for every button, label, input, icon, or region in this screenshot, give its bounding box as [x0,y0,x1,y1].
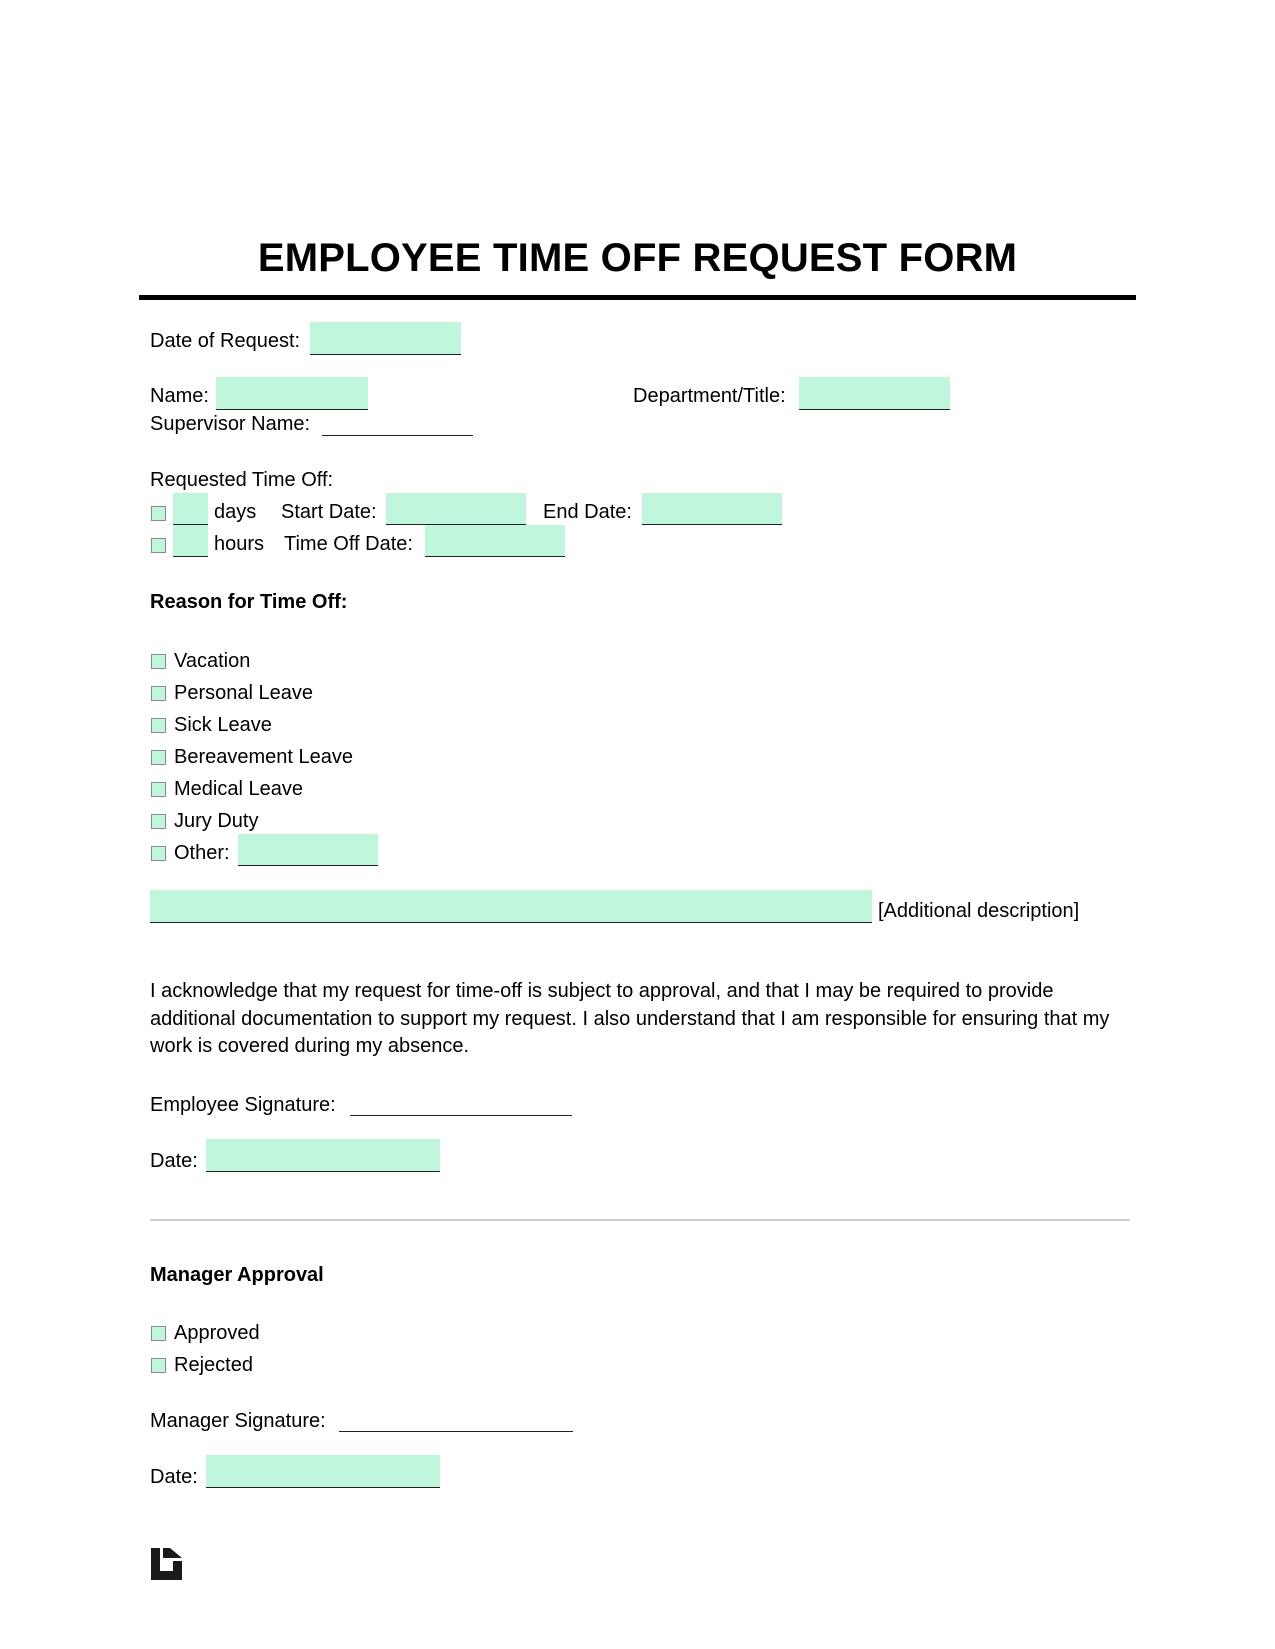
document-logo-icon [151,1548,182,1580]
department-field[interactable] [799,377,950,410]
employee-signature-line[interactable] [350,1115,572,1116]
requested-time-off-label: Requested Time Off: [150,469,334,491]
personal-leave-label: Personal Leave [174,682,313,704]
acknowledgement-paragraph: I acknowledge that my request for time-off is subject to approval, and that I may be required to provide additional documentation to support my request. I also understand that I am responsible for ensuring that my work is covered during my absence. [150,980,1110,1057]
hours-checkbox[interactable] [151,538,166,553]
bereavement-leave-label: Bereavement Leave [174,746,354,768]
bereavement-leave-checkbox[interactable] [151,750,166,765]
vacation-label: Vacation [174,650,251,672]
sick-leave-label: Sick Leave [174,714,272,736]
department-label: Department/Title: [633,385,786,407]
other-field[interactable] [238,834,378,866]
name-field[interactable] [216,377,368,410]
section-divider [150,1219,1130,1221]
manager-date-field[interactable] [206,1455,440,1488]
jury-duty-label: Jury Duty [174,810,259,832]
end-date-label: End Date: [543,501,632,523]
reason-heading: Reason for Time Off: [150,591,348,613]
manager-signature-label: Manager Signature: [150,1410,326,1432]
employee-signature-label: Employee Signature: [150,1094,336,1116]
date-of-request-label: Date of Request: [150,330,301,352]
approved-checkbox[interactable] [151,1326,166,1341]
hours-count-field[interactable] [173,525,208,557]
end-date-field[interactable] [642,493,782,525]
manager-approval-heading: Manager Approval [150,1264,324,1286]
employee-date-label: Date: [150,1150,198,1172]
manager-date-label: Date: [150,1466,198,1488]
supervisor-name-line[interactable] [322,435,473,436]
name-label: Name: [150,385,209,407]
page-title: EMPLOYEE TIME OFF REQUEST FORM [257,236,1018,280]
days-count-field[interactable] [173,493,208,525]
title-underline [139,295,1136,300]
days-label: days [214,501,257,523]
rejected-label: Rejected [174,1354,253,1376]
time-off-date-label: Time Off Date: [284,533,413,555]
days-checkbox[interactable] [151,506,166,521]
other-label: Other: [174,842,230,864]
medical-leave-checkbox[interactable] [151,782,166,797]
start-date-field[interactable] [386,493,526,525]
rejected-checkbox[interactable] [151,1358,166,1373]
manager-signature-line[interactable] [339,1431,573,1432]
date-of-request-field[interactable] [310,322,461,355]
approved-label: Approved [174,1322,260,1344]
time-off-date-field[interactable] [425,525,565,557]
other-checkbox[interactable] [151,846,166,861]
vacation-checkbox[interactable] [151,654,166,669]
medical-leave-label: Medical Leave [174,778,303,800]
hours-label: hours [214,533,265,555]
start-date-label: Start Date: [281,501,377,523]
employee-date-field[interactable] [206,1139,440,1172]
sick-leave-checkbox[interactable] [151,718,166,733]
additional-description-label: [Additional description] [878,900,1080,922]
supervisor-name-label: Supervisor Name: [150,413,311,435]
jury-duty-checkbox[interactable] [151,814,166,829]
additional-description-field[interactable] [150,890,872,923]
personal-leave-checkbox[interactable] [151,686,166,701]
